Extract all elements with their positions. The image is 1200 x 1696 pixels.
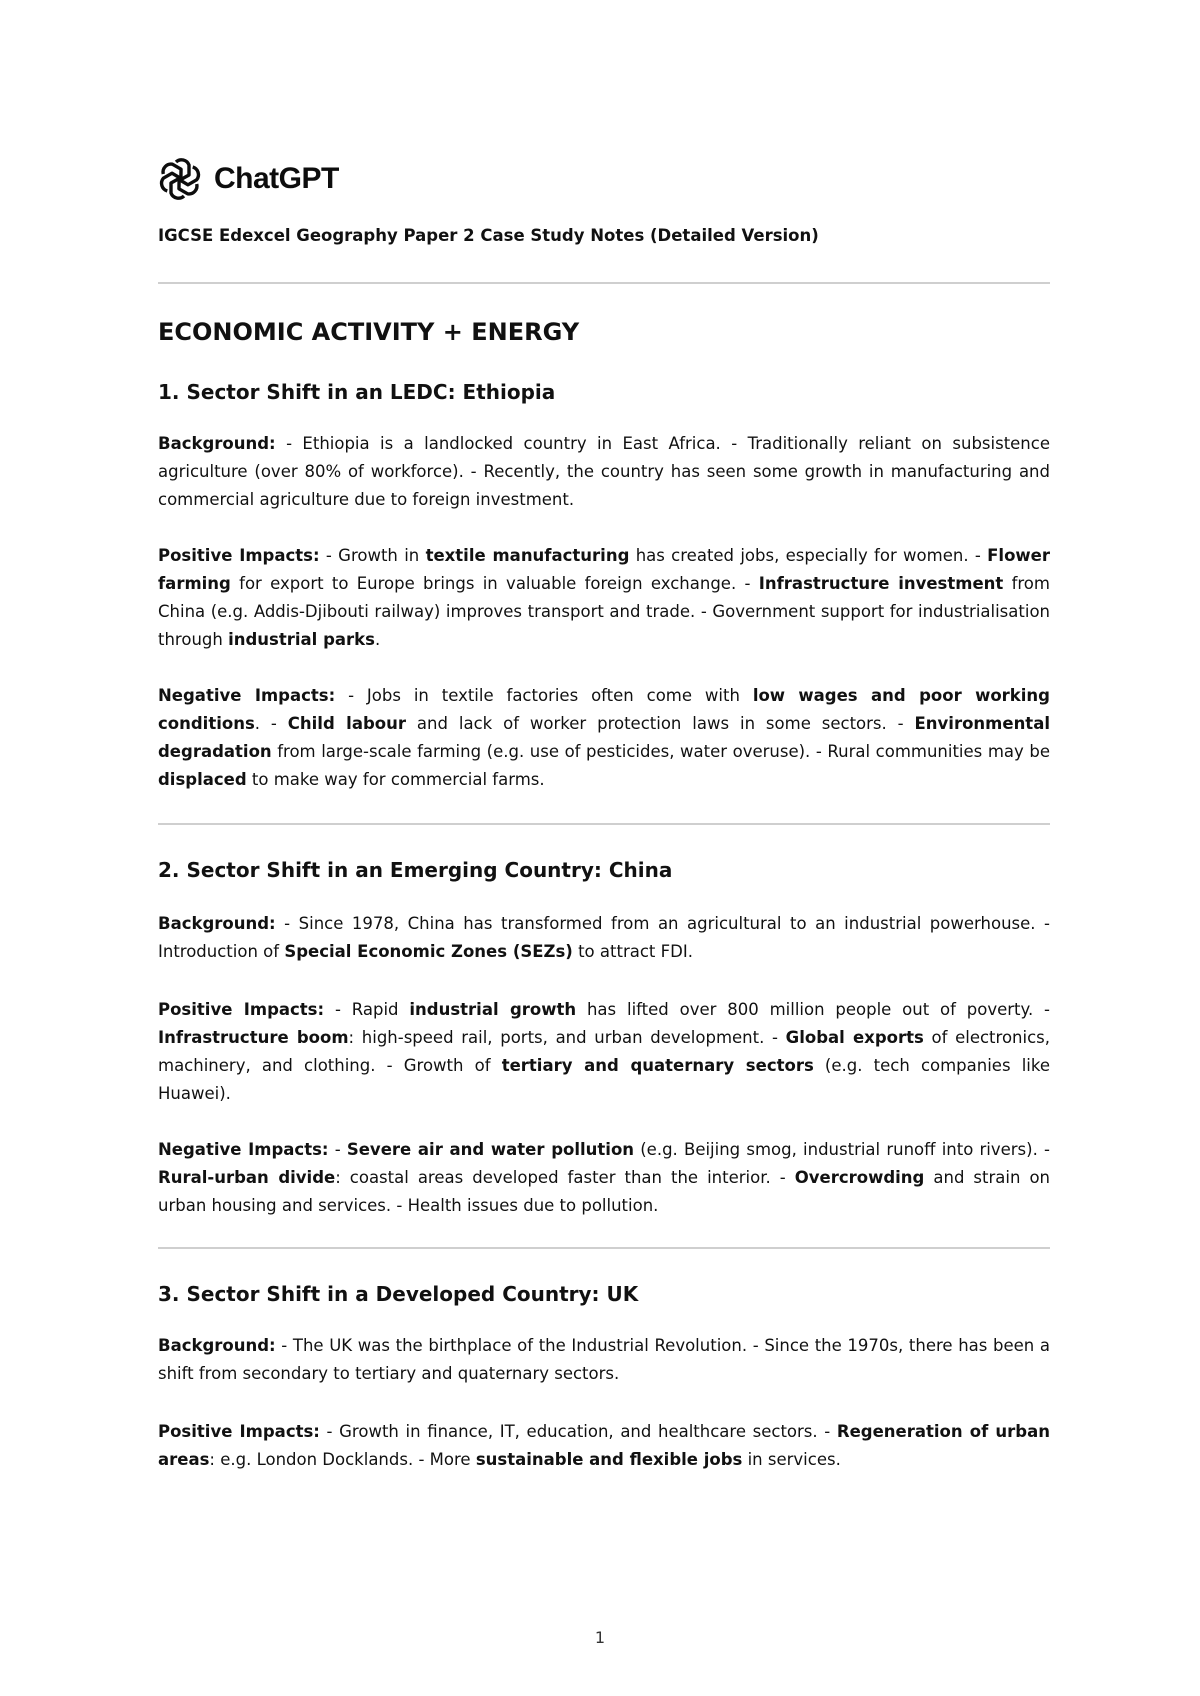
text-run: has created jobs, especially for women. - [629, 546, 988, 565]
section-1-background [158, 430, 1050, 514]
text-run: : high-speed rail, ports, and urban development. - [348, 1028, 786, 1047]
bold-text: Infrastructure boom [158, 1028, 349, 1047]
bold-text: Infrastructure investment [758, 574, 1004, 593]
section-2-title: 2. Sector Shift in an Emerging Country: China [158, 858, 673, 882]
text-run: (e.g. tech companies like Huawei). [158, 1056, 1050, 1103]
section-1-negative-impacts [158, 682, 1050, 794]
text-run: - The UK was the birthplace of the Industrial Revolution. - Since the 1970s, there has been a shift from secondary to tertiary and quaternary sectors. [158, 1336, 1050, 1383]
text-run: and strain on urban housing and services. - Health issues due to pollution. [158, 1168, 1050, 1215]
bold-text: Positive Impacts: [158, 546, 320, 565]
bold-text: sustainable and flexible jobs [475, 1450, 743, 1469]
text-run: - Since 1978, China has transformed from an agricultural to an industrial powerhouse. - Introduction of [158, 914, 1050, 961]
bold-text: Severe air and water pollution [346, 1140, 635, 1159]
bold-text: Positive Impacts: [158, 1000, 325, 1019]
section-1-positive-impacts [158, 542, 1050, 654]
text-run: . [374, 630, 381, 649]
bold-text: textile manufacturing [425, 546, 630, 565]
text-run: to make way for commercial farms. [246, 770, 545, 789]
text-run: - Rapid [324, 1000, 410, 1019]
bold-text: Global exports [785, 1028, 924, 1047]
section-3-positive-impacts [158, 1418, 1050, 1474]
bold-text: Background: [158, 434, 276, 453]
divider [158, 282, 1050, 284]
bold-text: Overcrowding [794, 1168, 925, 1187]
bold-text: industrial growth [409, 1000, 577, 1019]
section-3-title: 3. Sector Shift in a Developed Country: UK [158, 1282, 639, 1306]
bold-text: Positive Impacts: [158, 1422, 320, 1441]
bold-text: low wages and poor working conditions [158, 686, 1050, 733]
text-run: : coastal areas developed faster than the interior. - [335, 1168, 795, 1187]
bold-text: Negative Impacts: [158, 686, 336, 705]
text-run: - [328, 1140, 347, 1159]
bold-text: Background: [158, 1336, 276, 1355]
text-run: - Growth in [319, 546, 426, 565]
text-run: : e.g. London Docklands. - More [209, 1450, 476, 1469]
bold-text: Special Economic Zones (SEZs) [284, 942, 573, 961]
page-number: 1 [594, 1628, 606, 1647]
text-run: . - [254, 714, 288, 733]
text-run: for export to Europe brings in valuable foreign exchange. - [230, 574, 759, 593]
bold-text: Background: [158, 914, 276, 933]
bold-text: displaced [158, 770, 247, 789]
section-2-negative-impacts [158, 1136, 1050, 1220]
section-1-title: 1. Sector Shift in an LEDC: Ethiopia [158, 380, 556, 404]
logo-text: ChatGPT [214, 162, 339, 195]
logo [158, 157, 339, 201]
text-run: from China (e.g. Addis-Djibouti railway) improves transport and trade. - Government support for industrialisation through [158, 574, 1050, 649]
bold-text: Flower farming [158, 546, 1050, 593]
text-run: has lifted over 800 million people out of poverty. - [576, 1000, 1050, 1019]
text-run: and lack of worker protection laws in some sectors. - [406, 714, 915, 733]
bold-text: Regeneration of urban areas [158, 1422, 1050, 1469]
bold-text: industrial parks [228, 630, 375, 649]
section-2-positive-impacts [158, 996, 1050, 1108]
text-run: of electronics, machinery, and clothing. - Growth of [158, 1028, 1050, 1075]
text-run: (e.g. Beijing smog, industrial runoff into rivers). - [634, 1140, 1050, 1159]
divider [158, 823, 1050, 825]
text-run: - Growth in finance, IT, education, and healthcare sectors. - [319, 1422, 837, 1441]
text-run: in services. [742, 1450, 841, 1469]
main-heading: ECONOMIC ACTIVITY + ENERGY [158, 318, 580, 346]
divider [158, 1247, 1050, 1249]
document-title: IGCSE Edexcel Geography Paper 2 Case Study Notes (Detailed Version) [158, 226, 819, 245]
text-run: - Ethiopia is a landlocked country in East Africa. - Traditionally reliant on subsistence agriculture (over 80% of workforce). - Recently, the country has seen some growth in manufacturing and commercial agriculture due to foreign investment. [158, 434, 1050, 509]
text-run: from large-scale farming (e.g. use of pesticides, water overuse). - Rural communities may be [271, 742, 1050, 761]
bold-text: Child labour [287, 714, 407, 733]
bold-text: Environmental degradation [158, 714, 1050, 761]
section-3-background [158, 1332, 1050, 1388]
bold-text: Rural-urban divide [158, 1168, 336, 1187]
bold-text: tertiary and quaternary sectors [501, 1056, 814, 1075]
text-run: to attract FDI. [572, 942, 693, 961]
section-2-background [158, 910, 1050, 966]
openai-logo-icon [158, 157, 202, 201]
text-run: - Jobs in textile factories often come with [335, 686, 753, 705]
bold-text: Negative Impacts: [158, 1140, 329, 1159]
